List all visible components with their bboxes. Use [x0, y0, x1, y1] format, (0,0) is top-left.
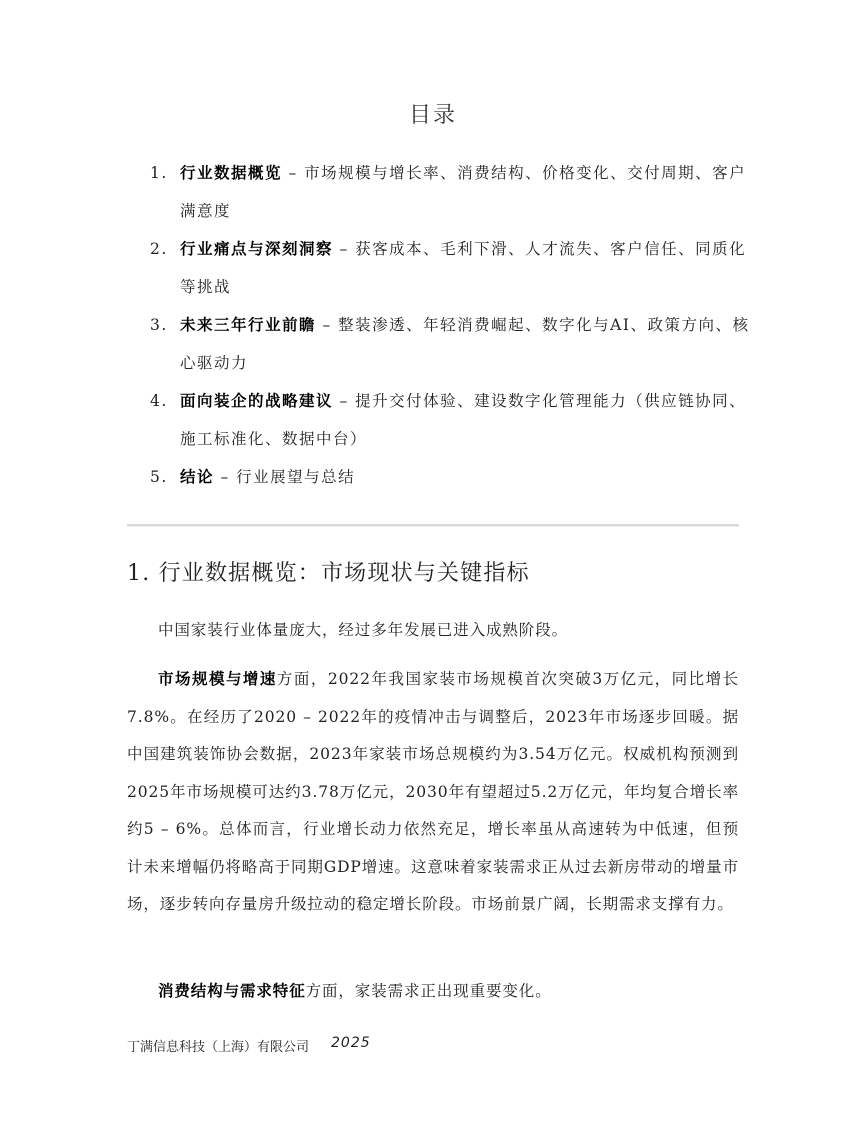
toc-item-number: 5. [150, 468, 168, 486]
toc-item-separator: – [333, 392, 356, 410]
paragraph-body: 方面，2022年我国家装市场规模首次突破3万亿元，同比增长7.8%。在经历了2020 – 2022年的疫情冲击与调整后，2023年市场逐步回暖。据中国建筑装饰协会数据，2023年家装市场总规模约为3.54万亿元。权威机构预测到2025年市场规模可达约3.78万亿元，2030年有望超过5.2万亿元，年均复合增长率约5 – 6%。总体而言，行业增长动力依然充足，增长率虽从高速转为中低速，但预计未来增幅仍将略高于同期GDP增速。这意味着家装需求正从过去新房带动的增量市场，逐步转向存量房升级拉动的稳定增长阶段。市场前景广阔，长期需求支撑有力。 [127, 670, 739, 913]
toc-item-number: 2. [150, 240, 168, 258]
toc-item-separator: – [282, 164, 305, 182]
toc-item [150, 306, 750, 382]
paragraph-body: 方面，家装需求正出现重要变化。 [305, 982, 552, 1000]
consumption-structure-paragraph [127, 972, 739, 1011]
toc-item-description: 整装渗透、年轻消费崛起、数字化与AI、政策方向、核心驱动力 [180, 316, 750, 372]
toc-item-separator: – [333, 240, 356, 258]
footer-company: 丁满信息科技（上海）有限公司 [127, 1040, 310, 1055]
toc-item-separator: – [214, 468, 237, 486]
intro-paragraph: 中国家装行业体量庞大，经过多年发展已进入成熟阶段。 [158, 621, 569, 639]
toc-item-separator: – [316, 316, 339, 334]
toc-item-title: 未来三年行业前瞻 [180, 315, 317, 334]
toc-item-description: 行业展望与总结 [236, 468, 356, 486]
toc-item-description: 市场规模与增长率、消费结构、价格变化、交付周期、客户满意度 [180, 164, 747, 220]
section-divider [127, 524, 739, 527]
toc-item-title: 结论 [180, 467, 215, 486]
toc-item-description: 提升交付体验、建设数字化管理能力（供应链协同、施工标准化、数据中台） [180, 392, 747, 448]
toc-item-title: 行业数据概览 [180, 163, 283, 182]
section-heading: 1. 行业数据概览：市场现状与关键指标 [127, 561, 530, 586]
toc-item-number: 1. [150, 164, 168, 182]
toc-item-number: 4. [150, 392, 168, 410]
toc-item-title: 行业痛点与深刻洞察 [180, 239, 334, 258]
toc-item [150, 154, 750, 230]
toc-item-title: 面向装企的战略建议 [180, 391, 334, 410]
paragraph-lead: 市场规模与增速 [158, 669, 277, 688]
toc-item [150, 230, 750, 306]
toc-item [150, 458, 750, 496]
paragraph-lead: 消费结构与需求特征 [158, 981, 306, 1000]
toc-item [150, 382, 750, 458]
toc-title: 目录 [408, 103, 457, 128]
footer-year: 2025 [331, 1035, 371, 1051]
toc-item-number: 3. [150, 316, 168, 334]
toc-item-description: 获客成本、毛利下滑、人才流失、客户信任、同质化等挑战 [180, 240, 747, 296]
table-of-contents [150, 154, 750, 496]
market-size-paragraph [127, 660, 739, 924]
